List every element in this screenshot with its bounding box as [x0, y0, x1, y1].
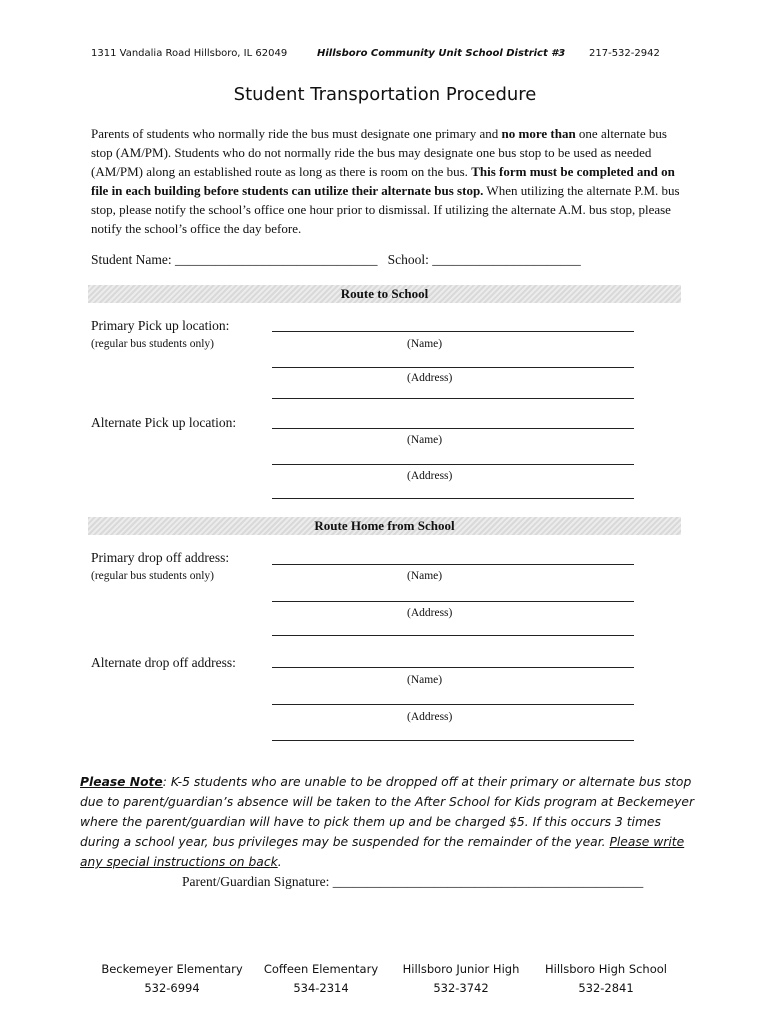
- school-phone: 532-6994: [144, 981, 200, 995]
- header-address: 1311 Vandalia Road Hillsboro, IL 62049: [91, 48, 288, 59]
- primary-dropoff-line-2[interactable]: [272, 601, 634, 602]
- intro-paragraph: [91, 124, 687, 238]
- school-beckemeyer: [97, 960, 247, 998]
- note-instruction: Please write any special instructions on back: [80, 835, 685, 869]
- alternate-dropoff-line-2[interactable]: [272, 704, 634, 705]
- school-field[interactable]: School: ______________________: [387, 252, 581, 267]
- page-header: [0, 48, 770, 64]
- primary-pickup-line-2[interactable]: [272, 367, 634, 368]
- school-name: Hillsboro Junior High: [402, 962, 520, 976]
- school-phone: 534-2314: [293, 981, 349, 995]
- primary-pickup-line-3[interactable]: [272, 398, 634, 399]
- alternate-dropoff-line-3[interactable]: [272, 740, 634, 741]
- primary-dropoff-line-1[interactable]: [272, 564, 634, 565]
- section-heading-route-home: Route Home from School: [88, 517, 681, 535]
- please-note-paragraph: [80, 772, 700, 872]
- intro-emphasis-2: This form must be completed and on file in each building before students can utilize their alternate bus stop.: [91, 164, 675, 198]
- alternate-dropoff-label: Alternate drop off address:: [91, 655, 236, 670]
- primary-pickup-label: Primary Pick up location:: [91, 318, 230, 333]
- header-district: Hillsboro Community Unit School District #3: [317, 48, 566, 59]
- alternate-pickup-line-1[interactable]: [272, 428, 634, 429]
- note-text: : K-5 students who are unable to be dropped off at their primary or alternate bus stop due to parent/guardian’s absence will be taken to the After School for Kids program at Beckemeyer where the parent/guardian will have to pick them up and be charged $5. If this occurs 3 times during a school year, bus privileges may be suspended for the remainder of the year.: [80, 775, 695, 849]
- primary-dropoff-label: Primary drop off address:: [91, 550, 230, 565]
- school-name: Coffeen Elementary: [263, 962, 379, 976]
- alternate-dropoff-address-caption: (Address): [407, 711, 453, 723]
- school-phone: 532-3742: [433, 981, 489, 995]
- primary-pickup-sublabel: (regular bus students only): [91, 338, 214, 350]
- primary-dropoff-address-caption: (Address): [407, 607, 453, 619]
- alternate-dropoff-line-1[interactable]: [272, 667, 634, 668]
- alternate-dropoff-name-caption: (Name): [407, 674, 443, 686]
- alternate-pickup-name-caption: (Name): [407, 434, 443, 446]
- primary-dropoff-sublabel: (regular bus students only): [91, 570, 214, 582]
- school-coffeen: [246, 960, 396, 998]
- student-name-field[interactable]: Student Name: ______________________________: [91, 252, 378, 267]
- intro-text-1: Parents of students who normally ride the bus must designate one primary and: [91, 126, 502, 141]
- school-phone: 532-2841: [578, 981, 634, 995]
- primary-dropoff-name-caption: (Name): [407, 570, 443, 582]
- parent-signature-field[interactable]: Parent/Guardian Signature: ______________________________________________: [182, 874, 644, 889]
- school-hillsboro-junior-high: [386, 960, 536, 998]
- school-hillsboro-high: [531, 960, 681, 998]
- student-info-line: [91, 252, 581, 268]
- header-phone: 217-532-2942: [589, 48, 660, 59]
- page-title: Student Transportation Procedure: [233, 84, 537, 105]
- primary-pickup-address-caption: (Address): [407, 372, 453, 384]
- alternate-pickup-line-3[interactable]: [272, 498, 634, 499]
- alternate-pickup-label: Alternate Pick up location:: [91, 415, 237, 430]
- note-end: .: [277, 855, 282, 869]
- note-label: Please Note: [80, 775, 163, 789]
- primary-pickup-name-caption: (Name): [407, 338, 443, 350]
- school-name: Hillsboro High School: [545, 962, 667, 976]
- alternate-pickup-line-2[interactable]: [272, 464, 634, 465]
- intro-text-2: one alternate bus stop (AM/PM). Students who do not normally ride the bus may designate one bus stop to be used as needed (AM/PM) along an established route as long as there is room on the bus.: [91, 126, 667, 179]
- intro-text-3: When utilizing the alternate P.M. bus stop, please notify the school’s office one hour prior to dismissal. If utilizing the alternate A.M. bus stop, please notify the school’s office the day before.: [91, 183, 680, 236]
- primary-pickup-line-1[interactable]: [272, 331, 634, 332]
- primary-dropoff-line-3[interactable]: [272, 635, 634, 636]
- school-name: Beckemeyer Elementary: [101, 962, 243, 976]
- intro-emphasis-1: no more than: [501, 126, 576, 141]
- alternate-pickup-address-caption: (Address): [407, 470, 453, 482]
- section-heading-route-to-school: Route to School: [88, 285, 681, 303]
